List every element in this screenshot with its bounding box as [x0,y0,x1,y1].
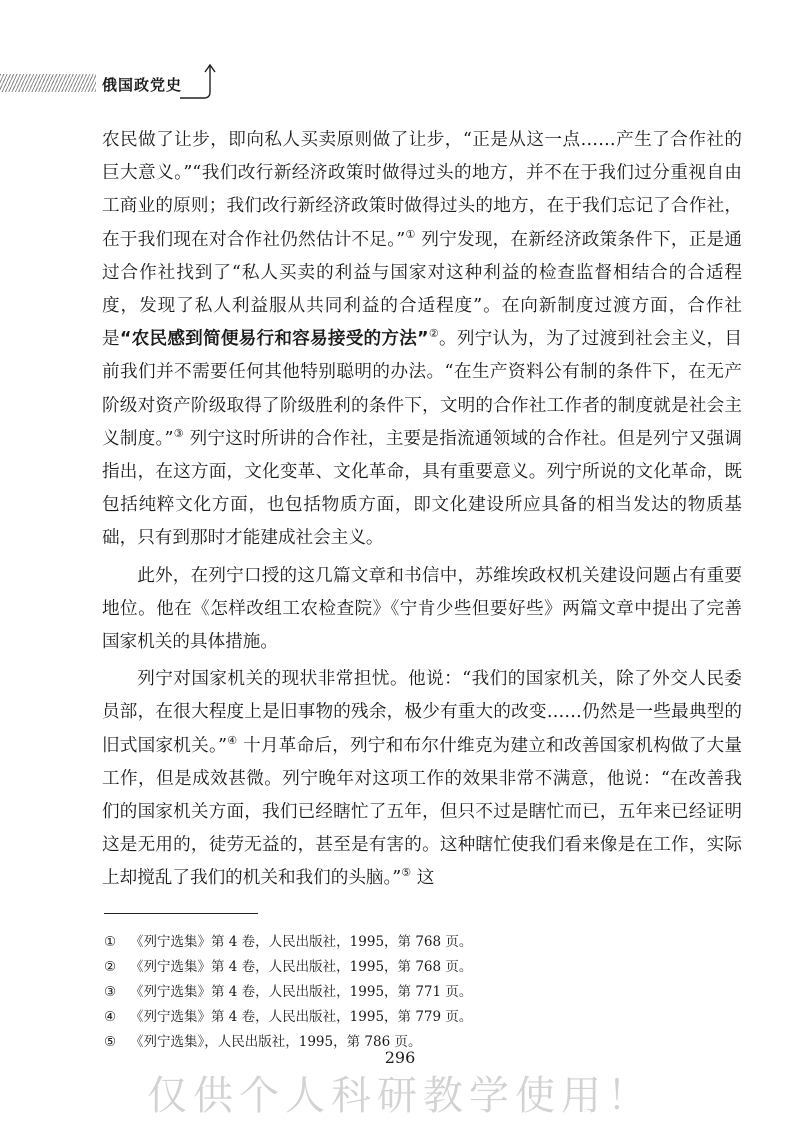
footnote-mark: ④ [104,1009,117,1025]
text-run: 。列宁认为，为了过渡到社会主义，目前我们并不需要任何其他特别聪明的办法。“在生产资料公有制的条件下，在无产阶级对资产阶级取得了阶级胜利的条件下，文明的合作社工作者的制度就是社会主义制度。” [102,329,742,449]
footnote-text: 《列宁选集》第 4 卷，人民出版社，1995，第 768 页。 [130,959,473,975]
footnote-mark: ② [104,959,117,975]
book-title: 俄国政党史 [102,76,183,94]
text-run: 这 [411,868,435,889]
paragraph [102,124,742,556]
footnote-ref: ① [405,227,416,241]
footnote-ref: ④ [226,733,238,747]
text-run: 农民做了让步，即向私人买卖原则做了让步，“正是从这一点……产生了合作社的巨大意义。”“我们改行新经济政策时做得过头的地方，并不在于我们过分重视自由工商业的原则；我们改行新经济政策时做得过头的地方，在于我们忘记了合作社，在于我们现在对合作社仍然估计不足。” [102,130,742,250]
footnote-ref: ③ [173,426,184,440]
footnote-text: 《列宁选集》第 4 卷，人民出版社，1995，第 779 页。 [130,1009,473,1025]
body-text [102,124,742,900]
text-run: 此外，在列宁口授的这几篇文章和书信中，苏维埃政权机关建设问题占有重要地位。他在《怎样改组工农检查院》《宁肯少些但要好些》两篇文章中提出了完善国家机关的具体措施。 [102,565,742,653]
footnote-text: 《列宁选集》第 4 卷，人民出版社，1995，第 771 页。 [130,984,473,1000]
footnote-text: 《列宁选集》第 4 卷，人民出版社，1995，第 768 页。 [130,934,473,950]
footnote [104,1005,744,1030]
header-hatch-band [0,74,96,92]
paragraph [102,663,742,895]
page-number: 296 [384,1048,416,1067]
footnote-ref: ⑤ [401,866,412,880]
text-run: 列宁对国家机关的现状非常担忧。他说：“我们的国家机关，除了外交人民委员部，在很大程度上是旧事物的残余，极少有重大的改变……仍然是一些最典型的旧式国家机关。” [102,669,742,756]
running-header [0,62,230,102]
text-run: 列宁这时所讲的合作社，主要是指流通领域的合作社。但是列宁又强调指出，在这方面，文化变革、文化革命，具有重要意义。列宁所说的文化革命，既包括纯粹文化方面，也包括物质方面，即文化建设所应具备的相当发达的物质基础，只有到那时才能建成社会主义。 [102,428,742,549]
footnote [104,980,744,1005]
watermark-text: 仅供个人科研教学使用！ [147,1073,653,1119]
footnote [104,955,744,980]
footnote-ref: ② [428,327,439,341]
text-run: 十月革命后，列宁和布尔什维克为建立和改善国家机构做了大量工作，但是成效甚微。列宁晚年对这项工作的效果非常不满意，他说：“在改善我们的国家机关方面，我们已经瞎忙了五年，但只不过是瞎忙而已，五年来已经证明这是无用的，徒劳无益的，甚至是有害的。这种瞎忙使我们看来像是在工作，实际上却搅乱了我们的机关和我们的头脑。” [102,735,742,889]
header-arrow-icon [176,62,216,106]
text-run: 列宁发现，在新经济政策条件下，正是通过合作社找到了“私人买卖的利益与国家对这种利益的检查监督相结合的合适程度，发现了私人利益服从共同利益的合适程度”。在向新制度过渡方面，合作社是 [102,229,742,350]
paragraph [102,560,742,660]
footnotes [104,930,744,1055]
emphasis-text: “农民感到简便易行和容易接受的方法” [119,329,429,350]
footnote-mark: ① [104,934,117,950]
footnote-mark: ③ [104,984,117,1000]
footnote-mark: ⑤ [104,1034,117,1050]
footnote-text: 《列宁选集》，人民出版社，1995，第 786 页。 [130,1034,422,1050]
footnote [104,930,744,955]
footnote-divider [104,913,258,914]
